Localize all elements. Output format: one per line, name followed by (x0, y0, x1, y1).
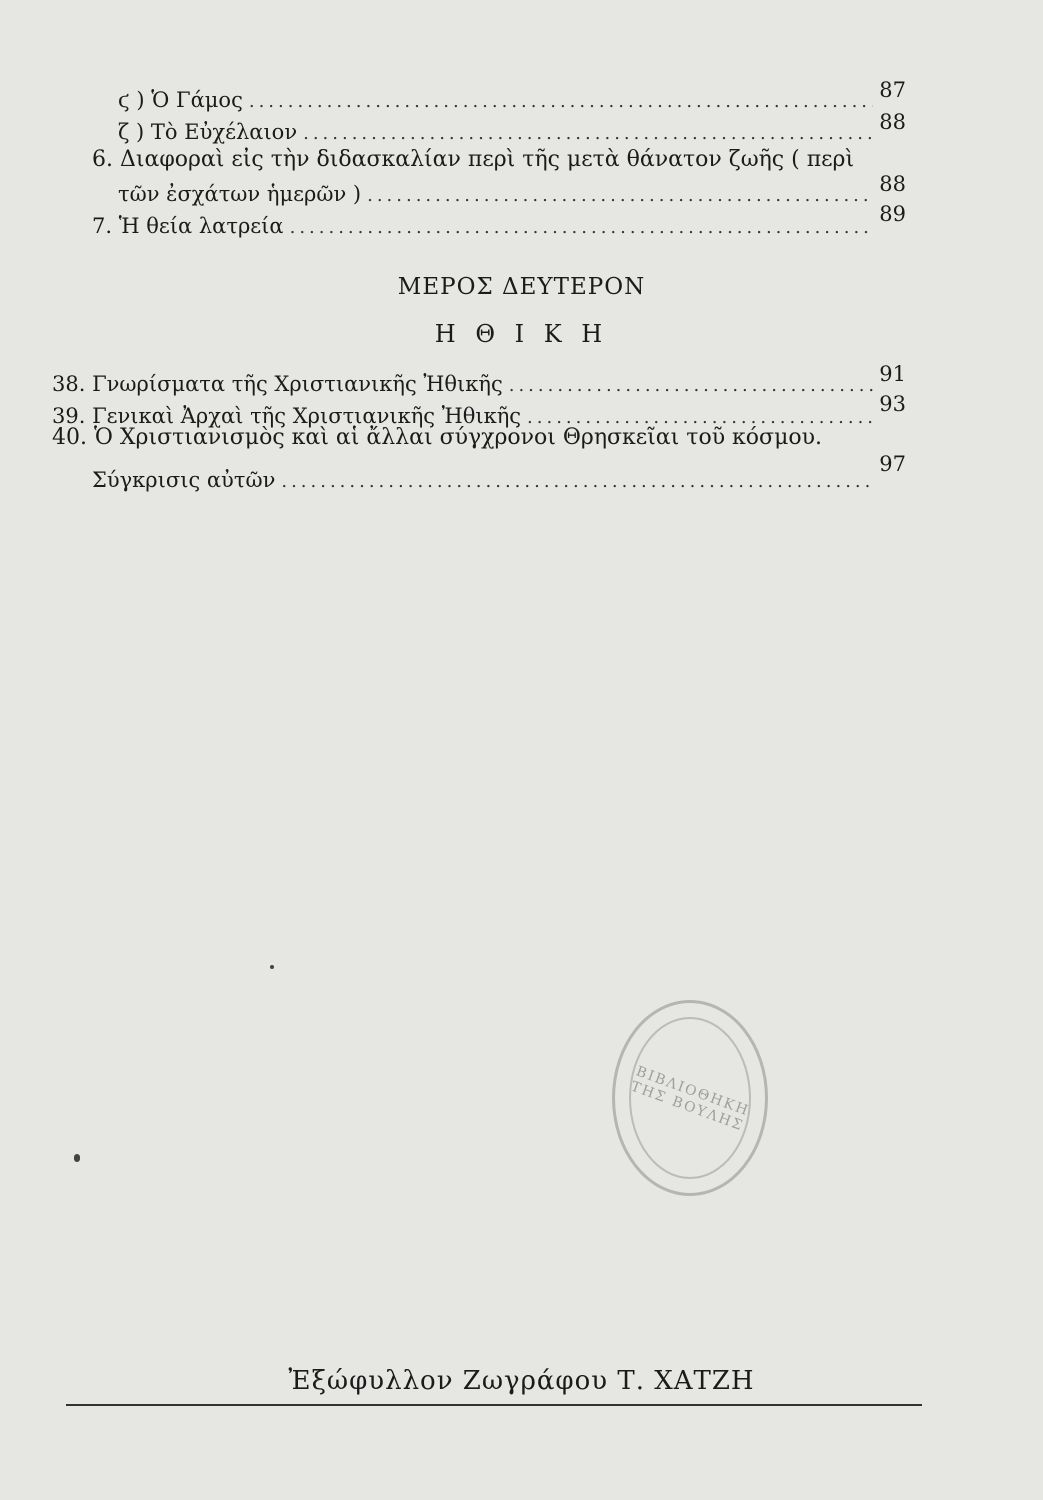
toc-page-number: 87 (879, 78, 906, 102)
toc-leader-dots (509, 375, 873, 396)
toc-page-number: 97 (879, 452, 906, 476)
toc-entry-label: ϛ ) Ὁ Γάμος (118, 88, 243, 112)
toc-page-number: 89 (879, 202, 906, 226)
toc-leader-dots (303, 123, 873, 144)
toc-page-number: 88 (879, 110, 906, 134)
toc-page-number: 88 (879, 172, 906, 196)
toc-entry[interactable] (118, 88, 873, 112)
toc-entry-label: τῶν ἐσχάτων ἡμερῶν ) (118, 182, 362, 206)
toc-entry-label: 7. Ἡ θεία λατρεία (92, 214, 284, 238)
toc-leader-dots (281, 471, 873, 492)
toc-entry-label-line1: 40. Ὁ Χριστιανισμὸς καὶ αἱ ἄλλαι σύγχρονοι Θρησκεῖαι τοῦ κόσμου. (52, 425, 822, 450)
toc-entry-label: 38. Γνωρίσματα τῆς Χριστιανικῆς Ἠθικῆς (52, 372, 503, 396)
part-title: ΜΕΡΟΣ ΔΕΥΤΕΡΟΝ (397, 274, 646, 300)
ink-mark (74, 1154, 80, 1162)
bleed-through-text (40, 520, 910, 550)
footer-rule (66, 1404, 922, 1406)
toc-page-number: 91 (879, 362, 906, 386)
toc-entry[interactable] (118, 182, 873, 206)
library-stamp (612, 1000, 768, 1196)
toc-leader-dots (290, 217, 873, 238)
toc-entry-label: Σύγκρισις αὐτῶν (92, 468, 276, 492)
toc-entry[interactable] (118, 120, 873, 144)
ink-mark (270, 965, 274, 969)
cover-credit: Ἐξώφυλλον Ζωγράφου Τ. ΧΑΤΖΗ (288, 1366, 755, 1396)
toc-entry[interactable] (92, 468, 873, 492)
toc-entry-label: ζ ) Τὸ Εὐχέλαιον (118, 120, 298, 144)
stamp-text: ΒΙΒΛΙΟΘΗΚΗ ΤΗΣ ΒΟΥΛΗΣ (628, 1063, 752, 1135)
toc-page-number: 93 (879, 392, 906, 416)
toc-leader-dots (249, 91, 873, 112)
part-subtitle: Η Θ Ι Κ Η (434, 320, 609, 348)
toc-entry-label: 39. Γενικαὶ Ἀρχαὶ τῆς Χριστιανικῆς Ἠθικῆς (52, 404, 522, 428)
toc-leader-dots (367, 185, 873, 206)
toc-entry[interactable] (92, 214, 873, 238)
toc-entry-label-line1: 6. Διαφοραὶ εἰς τὴν διδασκαλίαν περὶ τῆς μετὰ θάνατον ζωῆς ( περὶ (92, 147, 855, 172)
toc-entry[interactable] (52, 372, 873, 396)
